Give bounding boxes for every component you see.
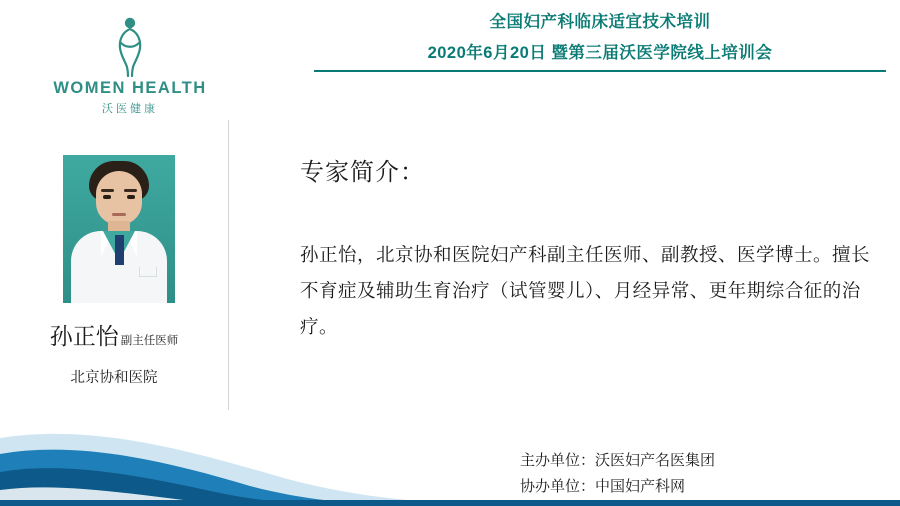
bottom-accent-bar (0, 500, 900, 506)
portrait-coat-pocket (139, 267, 157, 277)
organizer-host: 主办单位：沃医妇产名医集团 (520, 453, 716, 469)
portrait-brow-right (124, 189, 137, 192)
organizer-cohost: 协办单位：中国妇产科网 (520, 479, 686, 495)
decorative-waves (0, 386, 440, 506)
slide-header (300, 0, 900, 88)
logo-sub-text: 沃医健康 (102, 102, 158, 115)
portrait-necktie (115, 235, 124, 265)
bio-body-text: 孙正怡，北京协和医院妇产科副主任医师、副教授、医学博士。擅长不育症及辅助生育治疗（试管婴儿）、月经异常、更年期综合征的治疗。 (300, 246, 871, 338)
speaker-title: 副主任医师 (120, 335, 179, 347)
speaker-hospital: 北京协和医院 (70, 370, 158, 386)
header-title-line2: 2020年6月20日 暨第三届沃医学院线上培训会 (427, 44, 773, 62)
woman-silhouette-icon (103, 15, 157, 77)
speaker-name-row (0, 318, 228, 351)
organizers-block (520, 448, 860, 500)
portrait-brow-left (101, 189, 114, 192)
header-divider-rule (314, 70, 886, 72)
content-divider (228, 120, 229, 410)
portrait-eye-left (103, 195, 111, 199)
portrait-eye-right (127, 195, 135, 199)
portrait-mouth (112, 213, 126, 216)
speaker-name: 孙正怡 (49, 324, 119, 349)
bio-heading: 专家简介： (300, 160, 425, 186)
brand-logo (0, 10, 260, 120)
speaker-portrait-photo (63, 155, 175, 303)
logo-brand-text: WOMEN HEALTH (53, 78, 207, 97)
header-title-line1: 全国妇产科临床适宜技术培训 (489, 13, 711, 31)
